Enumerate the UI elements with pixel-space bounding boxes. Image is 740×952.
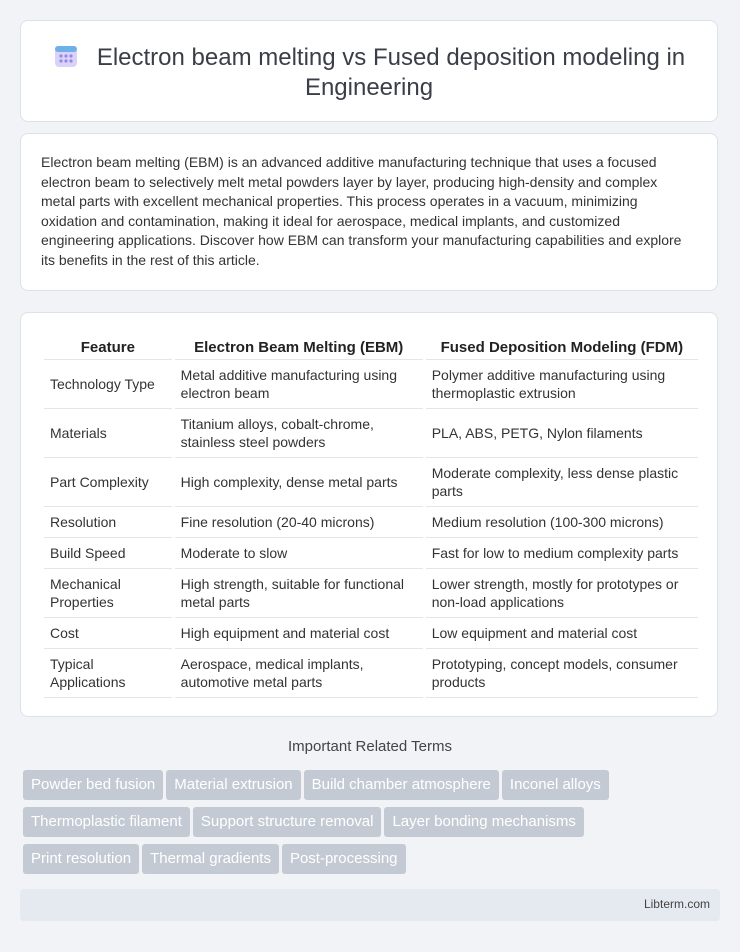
intro-card (20, 133, 718, 291)
term-tag-print-resolution[interactable]: Print resolution (23, 844, 139, 874)
feature-cell: Technology Type (43, 360, 174, 409)
fdm-cell: Moderate complexity, less dense plastic parts (424, 458, 698, 507)
column-header-feature: Feature (43, 333, 174, 360)
term-tag-thermal-gradients[interactable]: Thermal gradients (142, 844, 279, 874)
column-header-fdm: Fused Deposition Modeling (FDM) (424, 333, 698, 360)
term-tag-inconel-alloys[interactable]: Inconel alloys (502, 770, 609, 800)
table-row (43, 409, 699, 458)
fdm-cell: Prototyping, concept models, consumer products (424, 649, 698, 698)
ebm-cell: High complexity, dense metal parts (173, 458, 424, 507)
footer (20, 889, 720, 921)
fdm-cell: Low equipment and material cost (424, 618, 698, 649)
fdm-cell: Fast for low to medium complexity parts (424, 538, 698, 569)
ebm-cell: Fine resolution (20-40 microns) (173, 507, 424, 538)
table-row (43, 649, 699, 698)
table-row (43, 507, 699, 538)
feature-cell: Part Complexity (43, 458, 174, 507)
ebm-cell: Moderate to slow (173, 538, 424, 569)
page-title-wrap (21, 43, 717, 103)
table-row (43, 569, 699, 618)
ebm-cell: Aerospace, medical implants, automotive metal parts (173, 649, 424, 698)
title-card (20, 20, 718, 122)
feature-cell: Materials (43, 409, 174, 458)
term-tag-build-chamber-atmosphere[interactable]: Build chamber atmosphere (304, 770, 499, 800)
page-title: Electron beam melting vs Fused deposition modeling in Engineering (96, 44, 686, 101)
fdm-cell: Lower strength, mostly for prototypes or non-load applications (424, 569, 698, 618)
calendar-icon (53, 43, 79, 69)
table-row (43, 618, 699, 649)
term-tag-post-processing[interactable]: Post-processing (282, 844, 406, 874)
term-tag-thermoplastic-filament[interactable]: Thermoplastic filament (23, 807, 190, 837)
intro-paragraph: Electron beam melting (EBM) is an advanced additive manufacturing technique that uses a focused electron beam to selectively melt metal powders layer by layer, producing high-density and complex metal parts with excellent mechanical properties. This process operates in a vacuum, minimizing oxidation and contamination, making it ideal for aerospace, medical implants, and customized engineering applications. Discover how EBM can transform your manufacturing capabilities and explore its benefits in the rest of this article. (41, 154, 682, 268)
fdm-cell: PLA, ABS, PETG, Nylon filaments (424, 409, 698, 458)
feature-cell: Typical Applications (43, 649, 174, 698)
footer-site-link[interactable]: Libterm.com (643, 897, 710, 911)
column-header-ebm: Electron Beam Melting (EBM) (173, 333, 424, 360)
term-tag-material-extrusion[interactable]: Material extrusion (166, 770, 300, 800)
related-terms-heading: Important Related Terms (288, 738, 452, 755)
feature-cell: Mechanical Properties (43, 569, 174, 618)
term-tag-layer-bonding-mechanisms[interactable]: Layer bonding mechanisms (384, 807, 583, 837)
related-terms-list (23, 770, 723, 881)
term-tag-powder-bed-fusion[interactable]: Powder bed fusion (23, 770, 163, 800)
term-tag-support-structure-removal[interactable]: Support structure removal (193, 807, 382, 837)
feature-cell: Build Speed (43, 538, 174, 569)
ebm-cell: High equipment and material cost (173, 618, 424, 649)
comparison-card (20, 312, 718, 717)
feature-cell: Cost (43, 618, 174, 649)
table-row (43, 538, 699, 569)
table-row (43, 360, 699, 409)
comparison-table (41, 333, 698, 698)
ebm-cell: Metal additive manufacturing using electron beam (173, 360, 424, 409)
table-row (43, 458, 699, 507)
fdm-cell: Medium resolution (100-300 microns) (424, 507, 698, 538)
table-header-row (43, 333, 699, 360)
feature-cell: Resolution (43, 507, 174, 538)
fdm-cell: Polymer additive manufacturing using thermoplastic extrusion (424, 360, 698, 409)
ebm-cell: Titanium alloys, cobalt-chrome, stainless steel powders (173, 409, 424, 458)
ebm-cell: High strength, suitable for functional metal parts (173, 569, 424, 618)
